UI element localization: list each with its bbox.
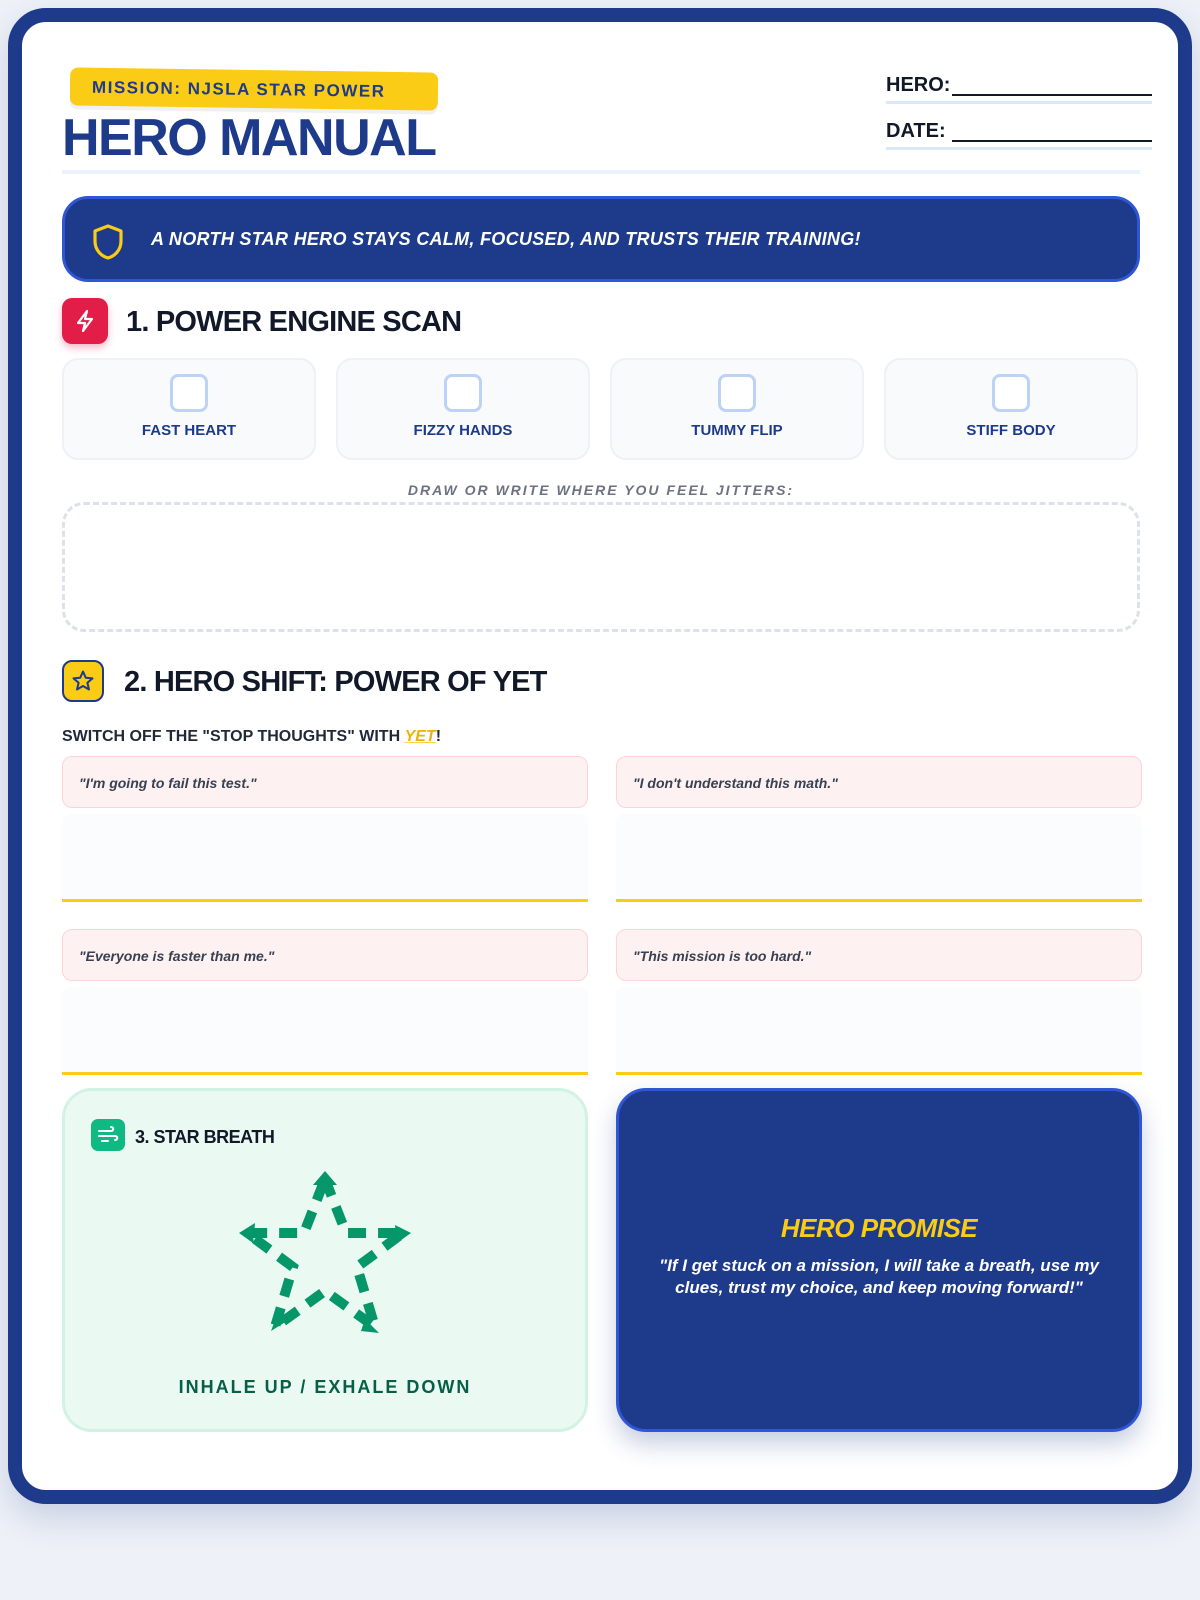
shield-icon (91, 223, 125, 266)
mission-tag: MISSION: NJSLA STAR POWER (70, 67, 438, 110)
stop-thought-2: "I don't understand this math." (616, 756, 1142, 808)
instruction-prefix: SWITCH OFF THE "STOP THOUGHTS" WITH (62, 728, 405, 745)
stop-thought-4: "This mission is too hard." (616, 929, 1142, 981)
checkbox[interactable] (718, 374, 756, 412)
motto-text: A NORTH STAR HERO STAYS CALM, FOCUSED, AND TRUSTS THEIR TRAINING! (151, 229, 861, 249)
stop-thought-1: "I'm going to fail this test." (62, 756, 588, 808)
option-label: STIFF BODY (966, 422, 1056, 439)
option-label: FAST HEART (141, 422, 237, 439)
yet-instruction (62, 728, 441, 746)
motto-banner (62, 196, 1140, 282)
yet-answer-4[interactable] (616, 987, 1142, 1075)
yet-answer-1[interactable] (62, 814, 588, 902)
promise-title: HERO PROMISE (780, 1213, 978, 1243)
star-breath-card (62, 1088, 588, 1432)
breathing-star-path (225, 1163, 425, 1363)
page-title: HERO MANUAL (62, 109, 436, 167)
hero-name-field[interactable] (886, 70, 1152, 104)
draw-instruction: DRAW OR WRITE WHERE YOU FEEL JITTERS: (407, 482, 795, 498)
option-label: FIZZY HANDS (413, 422, 513, 439)
instruction-suffix: ! (435, 728, 442, 745)
hero-write-line (952, 94, 1152, 96)
checkbox[interactable] (992, 374, 1030, 412)
header-divider (62, 170, 1140, 174)
lightning-icon (62, 298, 108, 344)
yet-answer-3[interactable] (62, 987, 588, 1075)
worksheet (8, 8, 1192, 1504)
checkbox[interactable] (444, 374, 482, 412)
date-field[interactable] (886, 116, 1152, 150)
option-label: TUMMY FLIP (691, 422, 783, 439)
jitters-drawing-area[interactable] (62, 502, 1140, 632)
scan-option-fizzy-hands[interactable] (336, 358, 590, 460)
hero-promise-card (616, 1088, 1142, 1432)
star-icon (62, 660, 104, 702)
wind-icon (91, 1119, 125, 1151)
scan-option-tummy-flip[interactable] (610, 358, 864, 460)
date-label: DATE: (886, 120, 946, 142)
promise-text: "If I get stuck on a mission, I will take a breath, use my clues, trust my choice, and keep moving forward!" (659, 1256, 1099, 1297)
hero-label: HERO: (886, 74, 951, 96)
yet-answer-2[interactable] (616, 814, 1142, 902)
scan-option-stiff-body[interactable] (884, 358, 1138, 460)
section-3-title: 3. STAR BREATH (135, 1127, 275, 1147)
breath-caption: INHALE UP / EXHALE DOWN (178, 1377, 472, 1397)
date-write-line (952, 140, 1152, 142)
yet-word: YET (404, 728, 436, 745)
scan-option-fast-heart[interactable] (62, 358, 316, 460)
checkbox[interactable] (170, 374, 208, 412)
stop-thought-3: "Everyone is faster than me." (62, 929, 588, 981)
section-1-title: 1. POWER ENGINE SCAN (126, 306, 462, 338)
section-2-title: 2. HERO SHIFT: POWER OF YET (124, 666, 547, 698)
